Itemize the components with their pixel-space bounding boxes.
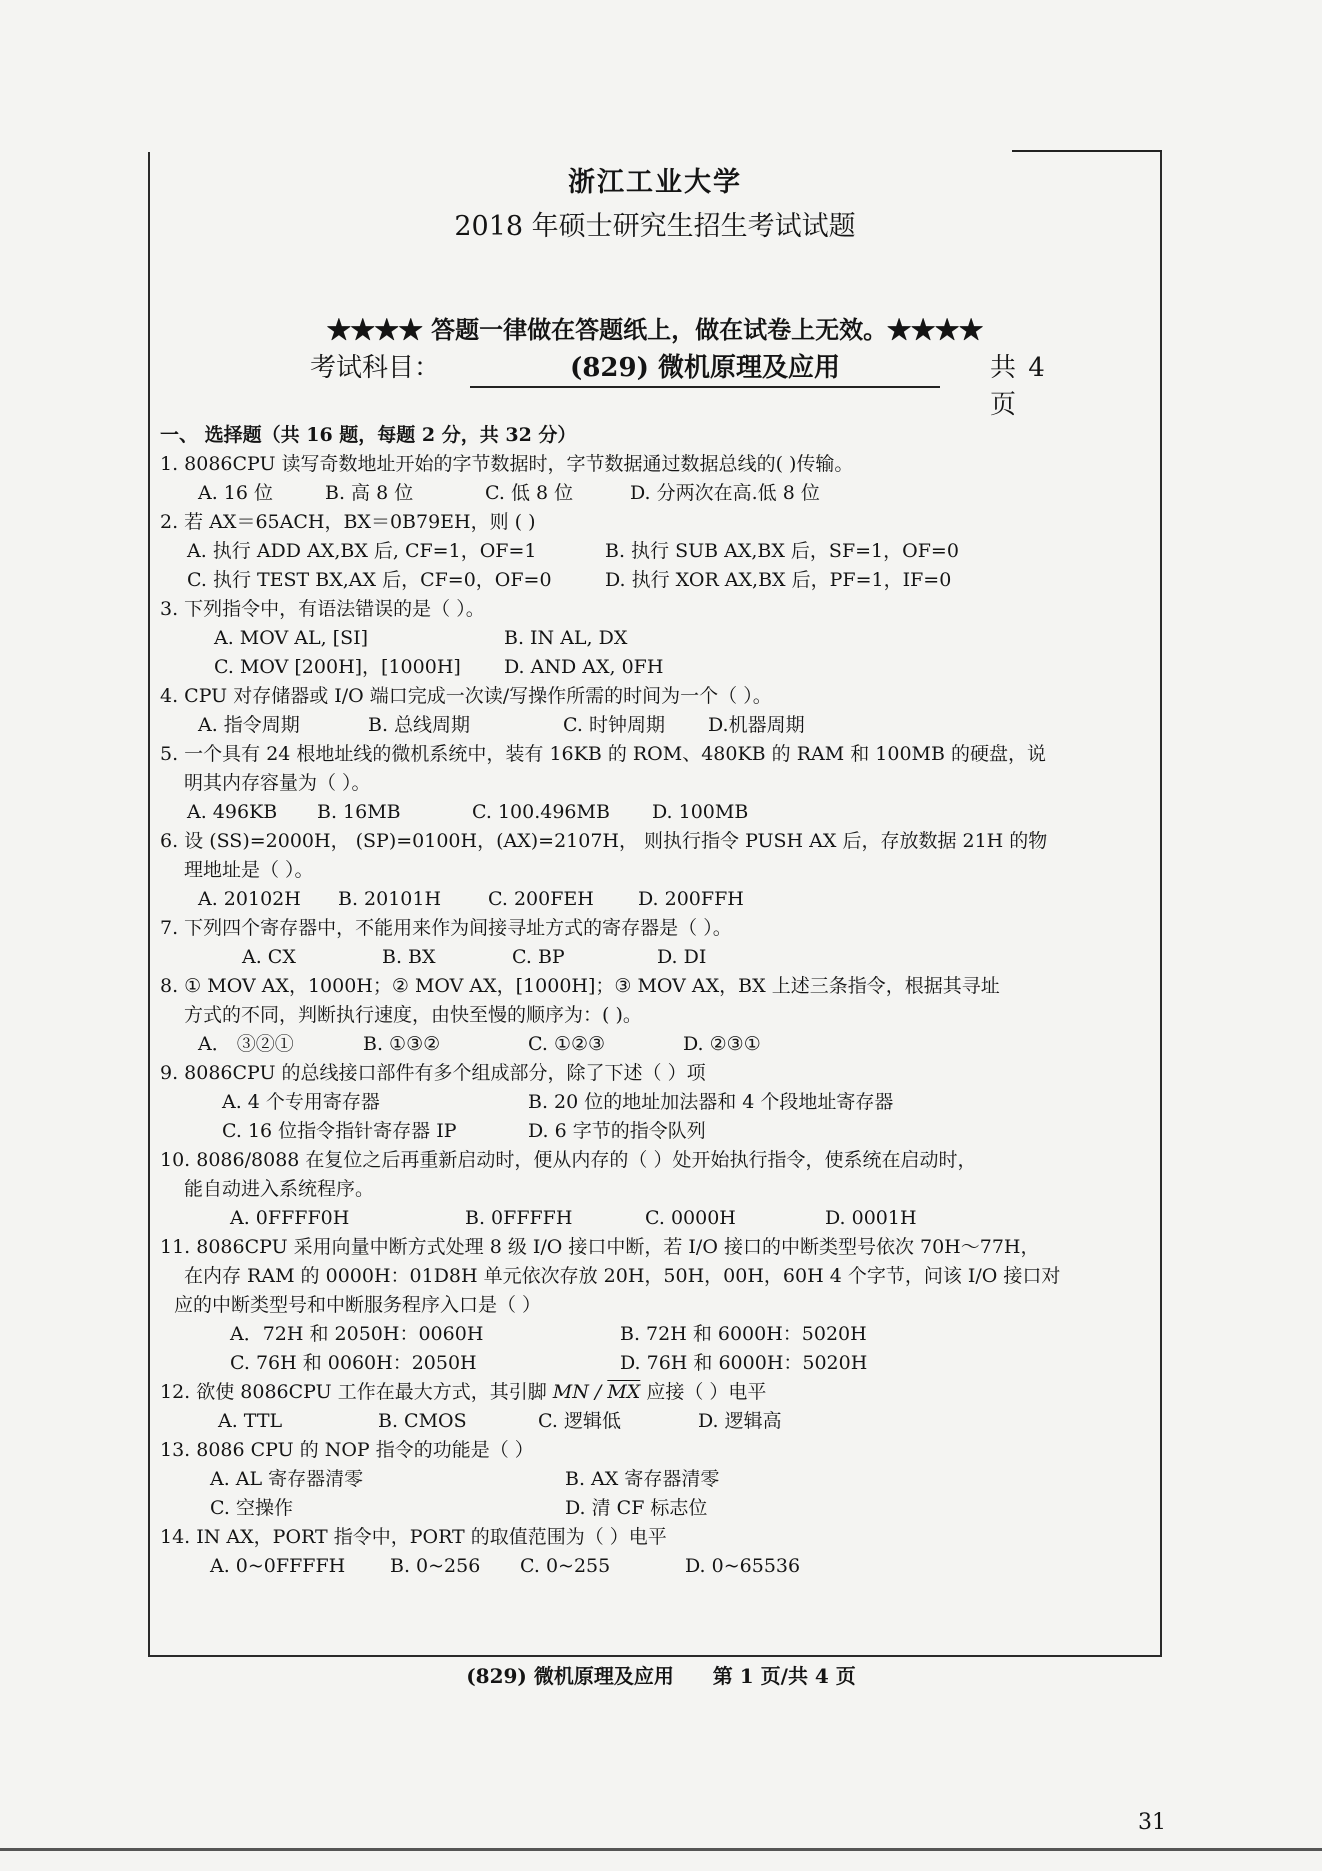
options-row [160, 1088, 1155, 1117]
options-row [160, 1494, 1155, 1523]
pin-mn: MN [552, 1381, 589, 1403]
options-row [160, 624, 1155, 653]
option: C. 时钟周期 [563, 714, 665, 736]
option: C. 100.496MB [472, 801, 610, 823]
options-row [160, 1117, 1155, 1146]
exam-sheet [148, 152, 1162, 1657]
option: A. 4 个专用寄存器 [222, 1091, 380, 1113]
option: B. BX [382, 946, 436, 968]
option: C. 执行 TEST BX,AX 后，CF=0，OF=0 [187, 569, 552, 591]
option: D. AND AX, 0FH [504, 656, 664, 678]
pin-mx-overline: $\overline{MX}$ [607, 1381, 641, 1403]
option: B. 0FFFFH [465, 1207, 573, 1229]
option: A. 0FFFF0H [230, 1207, 350, 1229]
option: C. BP [512, 946, 565, 968]
option: A． ③②① [198, 1033, 294, 1055]
option: A. MOV AL, [SI] [214, 627, 369, 649]
option: D. 执行 XOR AX,BX 后，PF=1，IF=0 [605, 569, 952, 591]
option: C. 76H 和 0060H：2050H [230, 1352, 477, 1374]
question-stem-part: 12. 欲使 8086CPU 工作在最大方式，其引脚 [160, 1381, 553, 1403]
option: A. 执行 ADD AX,BX 后, CF=1，OF=1 [187, 540, 537, 562]
question-stem-continued: 理地址是（ ）。 [184, 859, 314, 881]
total-pages: 共 4 页 [990, 353, 1047, 420]
option: D. 分两次在高.低 8 位 [630, 482, 820, 504]
option: D. 76H 和 6000H：5020H [620, 1352, 868, 1374]
option: B. IN AL, DX [504, 627, 628, 649]
question-stem: 2. 若 AX＝65ACH，BX＝0B79EH，则 ( ) [160, 511, 536, 533]
options-row [160, 537, 1155, 566]
question-stem: 7. 下列四个寄存器中，不能用来作为间接寻址方式的寄存器是（ ）。 [160, 917, 732, 939]
option: B. 20101H [338, 888, 442, 910]
option: C. 0~255 [520, 1555, 611, 1577]
pin-separator: / [588, 1381, 608, 1403]
options-row [160, 943, 1155, 972]
option: B. 总线周期 [368, 714, 471, 736]
option: D.机器周期 [708, 714, 805, 736]
option: B. 20 位的地址加法器和 4 个段地址寄存器 [528, 1091, 894, 1113]
option: C. ①②③ [528, 1033, 606, 1055]
options-row [160, 711, 1155, 740]
option: C. 空操作 [210, 1497, 293, 1519]
question-stem: 1. 8086CPU 读写奇数地址开始的字节数据时，字节数据通过数据总线的( )传输。 [160, 453, 854, 475]
option: B. AX 寄存器清零 [565, 1468, 720, 1490]
question-stem: 6. 设 (SS)=2000H， (SP)=0100H，(AX)=2107H， 则执行指令 PUSH AX 后，存放数据 21H 的物 [160, 830, 1048, 852]
question-stem: 9. 8086CPU 的总线接口部件有多个组成部分，除了下述（ ）项 [160, 1062, 706, 1084]
footer-subject: (829) 微机原理及应用 [466, 1664, 674, 1688]
option: A. 16 位 [198, 482, 274, 504]
option: B. CMOS [378, 1410, 467, 1432]
option: C. 16 位指令指针寄存器 IP [222, 1120, 457, 1142]
subject-name: (829) 微机原理及应用 [470, 347, 940, 388]
option: A. CX [242, 946, 296, 968]
page-footer [0, 1660, 1322, 1689]
option: B. ①③② [363, 1033, 441, 1055]
scan-edge-line [0, 1848, 1322, 1851]
options-row [160, 885, 1155, 914]
options-row [160, 1320, 1155, 1349]
options-row [160, 653, 1155, 682]
option: D. DI [657, 946, 707, 968]
options-row [160, 1407, 1155, 1436]
option: D. ②③① [683, 1033, 761, 1055]
footer-page: 第 1 页/共 4 页 [712, 1664, 856, 1688]
option: A. 496KB [187, 801, 278, 823]
options-row [160, 566, 1155, 595]
exam-title: 2018 年硕士研究生招生考试试题 [454, 211, 856, 242]
option: D. 0001H [825, 1207, 917, 1229]
options-row [160, 1204, 1155, 1233]
option: A．72H 和 2050H：0060H [230, 1323, 484, 1345]
options-row [160, 1465, 1155, 1494]
option: D. 100MB [652, 801, 749, 823]
options-row [160, 1349, 1155, 1378]
option: C. MOV [200H]，[1000H] [214, 656, 461, 678]
subject-label: 考试科目： [310, 353, 441, 383]
question-stem: 11. 8086CPU 采用向量中断方式处理 8 级 I/O 接口中断，若 I/O 接口的中断类型号依次 70H～77H， [160, 1236, 1040, 1258]
question-stem [160, 1378, 1155, 1407]
option: C. 0000H [645, 1207, 736, 1229]
option: D. 6 字节的指令队列 [528, 1120, 706, 1142]
question-stem-continued: 方式的不同，判断执行速度，由快至慢的顺序为：( )。 [184, 1004, 642, 1026]
option: C. 逻辑低 [538, 1410, 621, 1432]
option: B. 高 8 位 [325, 482, 414, 504]
option: A. 20102H [198, 888, 301, 910]
option: B. 0~256 [390, 1555, 481, 1577]
option: B. 执行 SUB AX,BX 后，SF=1，OF=0 [605, 540, 959, 562]
question-stem-part: 应接（ ）电平 [640, 1381, 767, 1403]
university-name: 浙江工业大学 [568, 167, 742, 198]
question-stem: 3. 下列指令中，有语法错误的是（ ）。 [160, 598, 485, 620]
question-stem-continued: 明其内存容量为（ ）。 [184, 772, 371, 794]
subject-row [310, 347, 1070, 420]
options-row [160, 1030, 1155, 1059]
option: B. 16MB [317, 801, 401, 823]
options-row [160, 479, 1155, 508]
question-list [160, 420, 1155, 1581]
question-stem-continued: 应的中断类型号和中断服务程序入口是（ ） [174, 1294, 542, 1316]
option: A. 指令周期 [198, 714, 300, 736]
option: D. 逻辑高 [698, 1410, 782, 1432]
options-row [160, 798, 1155, 827]
option: D. 0~65536 [685, 1555, 801, 1577]
section-title: 一、 选择题（共 16 题，每题 2 分，共 32 分） [160, 424, 577, 446]
page-number: 31 [1138, 1810, 1166, 1835]
option: D. 清 CF 标志位 [565, 1497, 708, 1519]
question-stem-continued: 能自动进入系统程序。 [184, 1178, 375, 1200]
question-stem: 8. ① MOV AX，1000H；② MOV AX，[1000H]；③ MOV AX，BX 上述三条指令，根据其寻址 [160, 975, 1000, 997]
answer-notice: ★★★★ 答题一律做在答题纸上，做在试卷上无效。★★★★ [326, 315, 984, 344]
question-stem: 4. CPU 对存储器或 I/O 端口完成一次读/写操作所需的时间为一个（ ）。 [160, 685, 772, 707]
option: A. 0~0FFFFH [210, 1555, 346, 1577]
options-row [160, 1552, 1155, 1581]
option: A. TTL [218, 1410, 283, 1432]
question-stem: 13. 8086 CPU 的 NOP 指令的功能是（ ） [160, 1439, 534, 1461]
question-stem: 5. 一个具有 24 根地址线的微机系统中，装有 16KB 的 ROM、480KB 的 RAM 和 100MB 的硬盘，说 [160, 743, 1046, 765]
question-stem-continued: 在内存 RAM 的 0000H：01D8H 单元依次存放 20H，50H，00H，60H 4 个字节，问该 I/O 接口对 [184, 1265, 1061, 1287]
option: B. 72H 和 6000H：5020H [620, 1323, 867, 1345]
option: C. 200FEH [488, 888, 594, 910]
question-stem: 10. 8086/8088 在复位之后再重新启动时，便从内存的（ ）处开始执行指令，使系统在启动时， [160, 1149, 977, 1171]
option: C. 低 8 位 [485, 482, 574, 504]
option: A. AL 寄存器清零 [210, 1468, 364, 1490]
option: D. 200FFH [638, 888, 744, 910]
question-stem: 14. IN AX，PORT 指令中，PORT 的取值范围为（ ）电平 [160, 1526, 667, 1548]
